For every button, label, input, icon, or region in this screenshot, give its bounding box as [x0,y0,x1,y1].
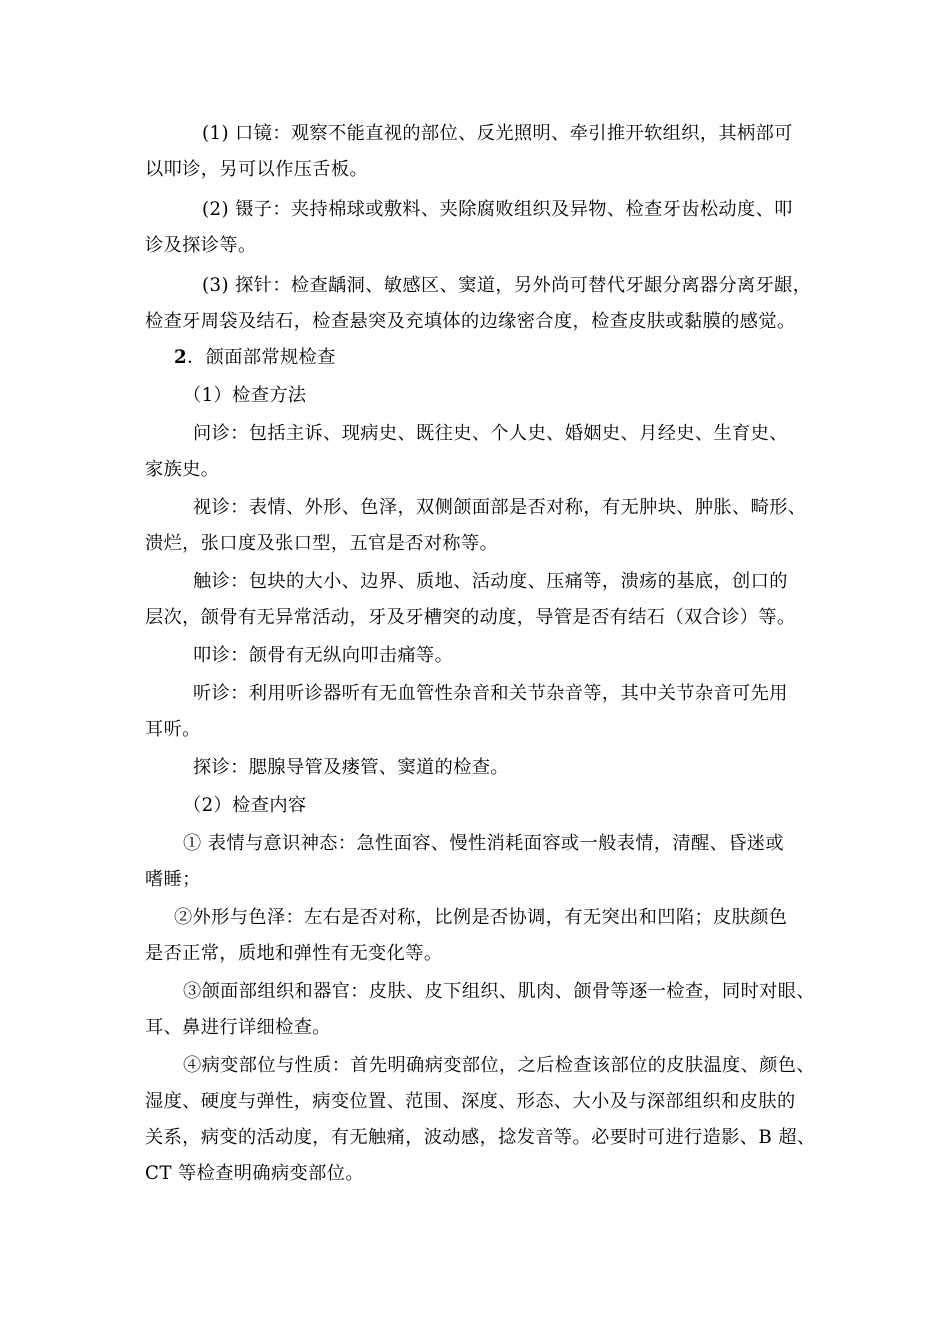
text-line: 叩诊：颌骨有无纵向叩击痛等。 [193,645,454,666]
text-line: (2) 镊子：夹持棉球或敷料、夹除腐败组织及异物、检查牙齿松动度、叩 [202,199,793,220]
subsection-heading: （1）检查方法 [183,385,307,406]
text-line: CT 等检查明确病变部位。 [145,1163,364,1184]
text-line: 溃烂，张口度及张口型，五官是否对称等。 [145,533,499,554]
text-line: ②外形与色泽：左右是否对称，比例是否协调，有无突出和凹陷；皮肤颜色 [174,907,788,928]
text-line: 探诊：腮腺导管及瘘管、窦道的检查。 [193,757,509,778]
text-line: ④病变部位与性质：首先明确病变部位，之后检查该部位的皮肤温度、颜色、 [183,1055,815,1076]
text-line: 视诊：表情、外形、色泽，双侧颌面部是否对称，有无肿块、肿胀、畸形、 [193,497,807,518]
section-number: 2 [174,347,188,368]
text-line: 关系，病变的活动度，有无触痛，波动感，捻发音等。必要时可进行造影、B 超、 [145,1127,816,1148]
subsection-heading: （2）检查内容 [183,795,307,816]
text-line: 嗜睡； [145,869,201,890]
text-line: 问诊：包括主诉、现病史、既往史、个人史、婚姻史、月经史、生育史、 [193,423,788,444]
text-line: 听诊：利用听诊器听有无血管性杂音和关节杂音等，其中关节杂音可先用 [193,683,788,704]
section-title: ．颌面部常规检查 [187,347,336,368]
text-line: ① 表情与意识神态：急性面容、慢性消耗面容或一般表情，清醒、昏迷或 [183,833,784,854]
text-line: 层次，颌骨有无异常活动，牙及牙槽突的动度，导管是否有结石（双合诊）等。 [145,607,796,628]
text-line: 是否正常，质地和弹性有无变化等。 [145,943,443,964]
text-line: 触诊：包块的大小、边界、质地、活动度、压痛等，溃疡的基底，创口的 [193,571,788,592]
text-line: 湿度、硬度与弹性，病变位置、范围、深度、形态、大小及与深部组织和皮肤的 [145,1091,796,1112]
section-heading [174,346,336,370]
text-line: 耳听。 [145,719,201,740]
text-line: 家族史。 [145,459,220,480]
text-line: 以叩诊，另可以作压舌板。 [145,159,369,180]
text-line: 耳、鼻进行详细检查。 [145,1017,331,1038]
text-line: ③颌面部组织和器官：皮肤、皮下组织、肌肉、颌骨等逐一检查，同时对眼、 [183,981,815,1002]
text-line: (1) 口镜：观察不能直视的部位、反光照明、牵引推开软组织，其柄部可 [202,123,793,144]
text-line: (3) 探针：检查龋洞、敏感区、窦道，另外尚可替代牙龈分离器分离牙龈， [202,275,812,296]
text-line: 诊及探诊等。 [145,235,257,256]
text-line: 检查牙周袋及结石，检查悬突及充填体的边缘密合度，检查皮肤或黏膜的感觉。 [145,311,796,332]
